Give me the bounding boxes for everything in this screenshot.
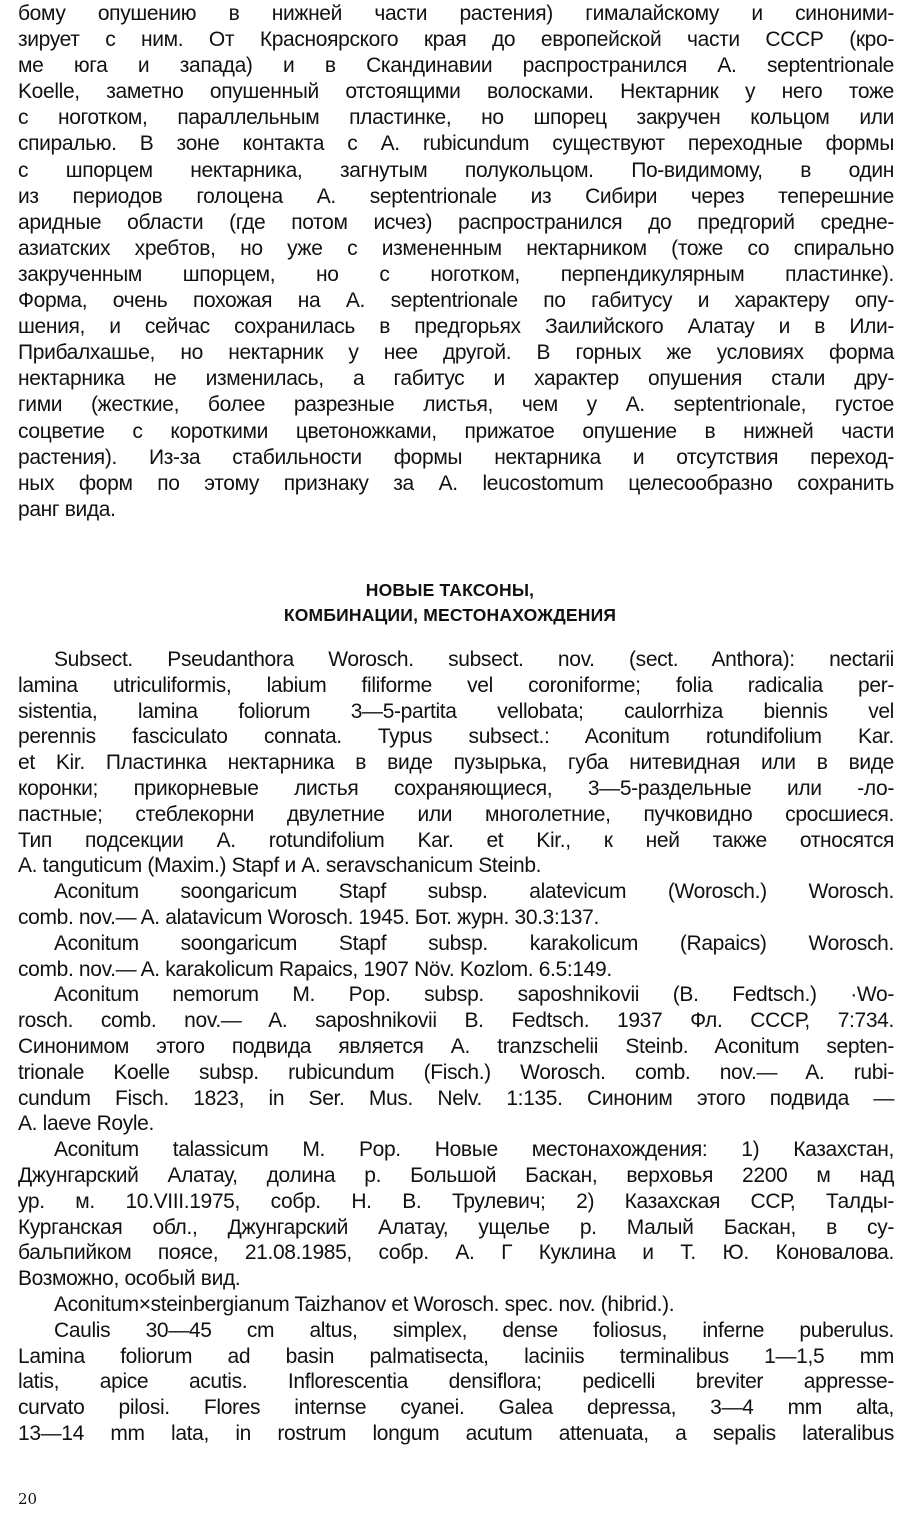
text-line: sistentia, lamina foliorum 3—5-partita vellobata; caulorrhiza biennis vel <box>18 699 894 723</box>
text-line: A. laeve Royle. <box>18 1112 154 1136</box>
text-line: Синонимом этого подвида является A. tranzschelii Steinb. Aconitum septen- <box>18 1034 894 1058</box>
text-line: бальпийком поясе, 21.08.1985, собр. А. Г Куклина и Т. Ю. Коновалова. <box>18 1241 894 1265</box>
paragraph-first-line: Aconitum talassicum M. Pop. Новые местонахождения: 1) Казахстан, <box>54 1138 894 1162</box>
text-line: Koelle, заметно опушенный отстоящими волосками. Нектарник у него тоже <box>18 80 894 104</box>
paragraph-first-line: Aconitum×steinbergianum Taizhanov et Worosch. spec. nov. (hibrid.). <box>54 1292 675 1316</box>
text-line: comb. nov.— A. alatavicum Worosch. 1945. Бот. журн. 30.3:137. <box>18 905 599 929</box>
text-line: ме юга и запада) и в Скандинавии распространился A. septentrionale <box>18 54 894 78</box>
text-line: шения, и сейчас сохранилась в предгорьях Заилийского Алатау и в Или- <box>18 315 894 339</box>
text-line: perennis fasciculato connata. Typus subsect.: Aconitum rotundifolium Kar. <box>18 725 894 749</box>
text-line: нектарника не изменилась, а габитус и характер опушения стали дру- <box>18 367 894 391</box>
text-line: Возможно, особый вид. <box>18 1267 241 1291</box>
text-line: 13—14 mm lata, in rostrum longum acutum attenuata, a sepalis lateralibus <box>18 1421 894 1445</box>
paragraph-first-line: Aconitum soongaricum Stapf subsp. karakolicum (Rapaics) Worosch. <box>54 931 894 955</box>
text-line: растения). Из-за стабильности формы нектарника и отсутствия переход- <box>18 445 894 469</box>
paragraph-first-line: Aconitum nemorum M. Pop. subsp. saposhnikovii (B. Fedtsch.) ·Wo- <box>54 983 894 1007</box>
text-line: ур. м. 10.VIII.1975, собр. Н. В. Трулевич; 2) Казахская ССР, Талды- <box>18 1189 894 1213</box>
section-heading-line-1: НОВЫЕ ТАКСОНЫ, <box>365 580 535 600</box>
paragraph-first-line: Caulis 30—45 cm altus, simplex, dense foliosus, inferne puberulus. <box>54 1318 894 1342</box>
paragraph-first-line: Aconitum soongaricum Stapf subsp. alatevicum (Worosch.) Worosch. <box>54 880 894 904</box>
text-line: Тип подсекции A. rotundifolium Kar. et Kir., к ней также относятся <box>18 828 894 852</box>
text-line: коронки; прикорневые листья сохраняющиеся, 3—5-раздельные или -ло- <box>18 776 894 800</box>
text-line: спиралью. В зоне контакта с A. rubicundum существуют переходные формы <box>18 132 894 156</box>
page-number: 20 <box>18 1490 38 1508</box>
text-line: аридные области (где потом исчез) распространился до предгорий средне- <box>18 210 894 234</box>
text-line: A. tanguticum (Maxim.) Stapf и A. seravschanicum Steinb. <box>18 854 542 878</box>
text-line: азиатских хребтов, но уже с измененным нектарником (тоже со спирально <box>18 236 894 260</box>
text-line: lamina utriculiformis, labium filiforme vel coroniforme; folia radicalia per- <box>18 673 894 697</box>
text-line: Lamina foliorum ad basin palmatisecta, laciniis terminalibus 1—1,5 mm <box>18 1344 894 1368</box>
text-line: Джунгарский Алатау, долина р. Большой Баскан, верховья 2200 м над <box>18 1163 894 1187</box>
text-line: rosch. comb. nov.— A. saposhnikovii B. Fedtsch. 1937 Фл. СССР, 7:734. <box>18 1009 894 1033</box>
text-line: с ноготком, параллельным пластинке, но шпорец закручен кольцом или <box>18 106 894 130</box>
paragraph-leucostomum-discussion <box>18 1 894 523</box>
text-line: ранг вида. <box>18 497 116 521</box>
section-heading-line-2: КОМБИНАЦИИ, МЕСТОНАХОЖДЕНИЯ <box>283 605 617 625</box>
text-line: trionale Koelle subsp. rubicundum (Fisch.) Worosch. comb. nov.— A. rubi- <box>18 1060 894 1084</box>
text-line: закрученным шпорцем, но с ноготком, перпендикулярным пластинке). <box>18 262 894 286</box>
text-line: latis, apice acutis. Inflorescentia densiflora; pedicelli breviter appresse- <box>18 1370 894 1394</box>
text-line: соцветие с короткими цветоножками, прижатое опушение в нижней части <box>18 419 894 443</box>
text-line: comb. nov.— A. karakolicum Rapaics, 1907 Növ. Kozlom. 6.5:149. <box>18 957 612 981</box>
text-line: cundum Fisch. 1823, in Ser. Mus. Nelv. 1:135. Синоним этого подвида — <box>18 1086 894 1110</box>
text-line: из периодов голоцена A. septentrionale из Сибири через теперешние <box>18 184 894 208</box>
text-line: пастные; стеблекорни двулетние или многолетние, пучковидно сросшиеся. <box>18 802 894 826</box>
document-page-body <box>18 1 894 523</box>
text-line: Форма, очень похожая на A. septentrionale по габитусу и характеру опу- <box>18 289 894 313</box>
new-taxa-section <box>18 647 894 1447</box>
text-line: зирует с ним. От Красноярского края до европейской части СССР (кро- <box>18 28 894 52</box>
text-line: curvato pilosi. Flores internse cyanei. Galea depressa, 3—4 mm alta, <box>18 1396 894 1420</box>
text-line: бому опушению в нижней части растения) гималайскому и синоними- <box>18 2 894 25</box>
text-line: Курганская обл., Джунгарский Алатау, ущелье р. Малый Баскан, в су- <box>18 1215 894 1239</box>
text-line: с шпорцем нектарника, загнутым полукольцом. По-видимому, в один <box>18 158 894 182</box>
text-line: et Kir. Пластинка нектарника в виде пузырька, губа нитевидная или в виде <box>18 751 894 775</box>
text-line: гими (жесткие, более разрезные листья, чем у A. septentrionale, густое <box>18 393 894 417</box>
paragraph-first-line: Subsect. Pseudanthora Worosch. subsect. nov. (sect. Anthora): nectarii <box>54 648 894 671</box>
text-line: ных форм по этому признаку за A. leucostomum целесообразно сохранить <box>18 471 894 495</box>
text-line: Прибалхашье, но нектарник у нее другой. В горных же условиях форма <box>18 341 894 365</box>
